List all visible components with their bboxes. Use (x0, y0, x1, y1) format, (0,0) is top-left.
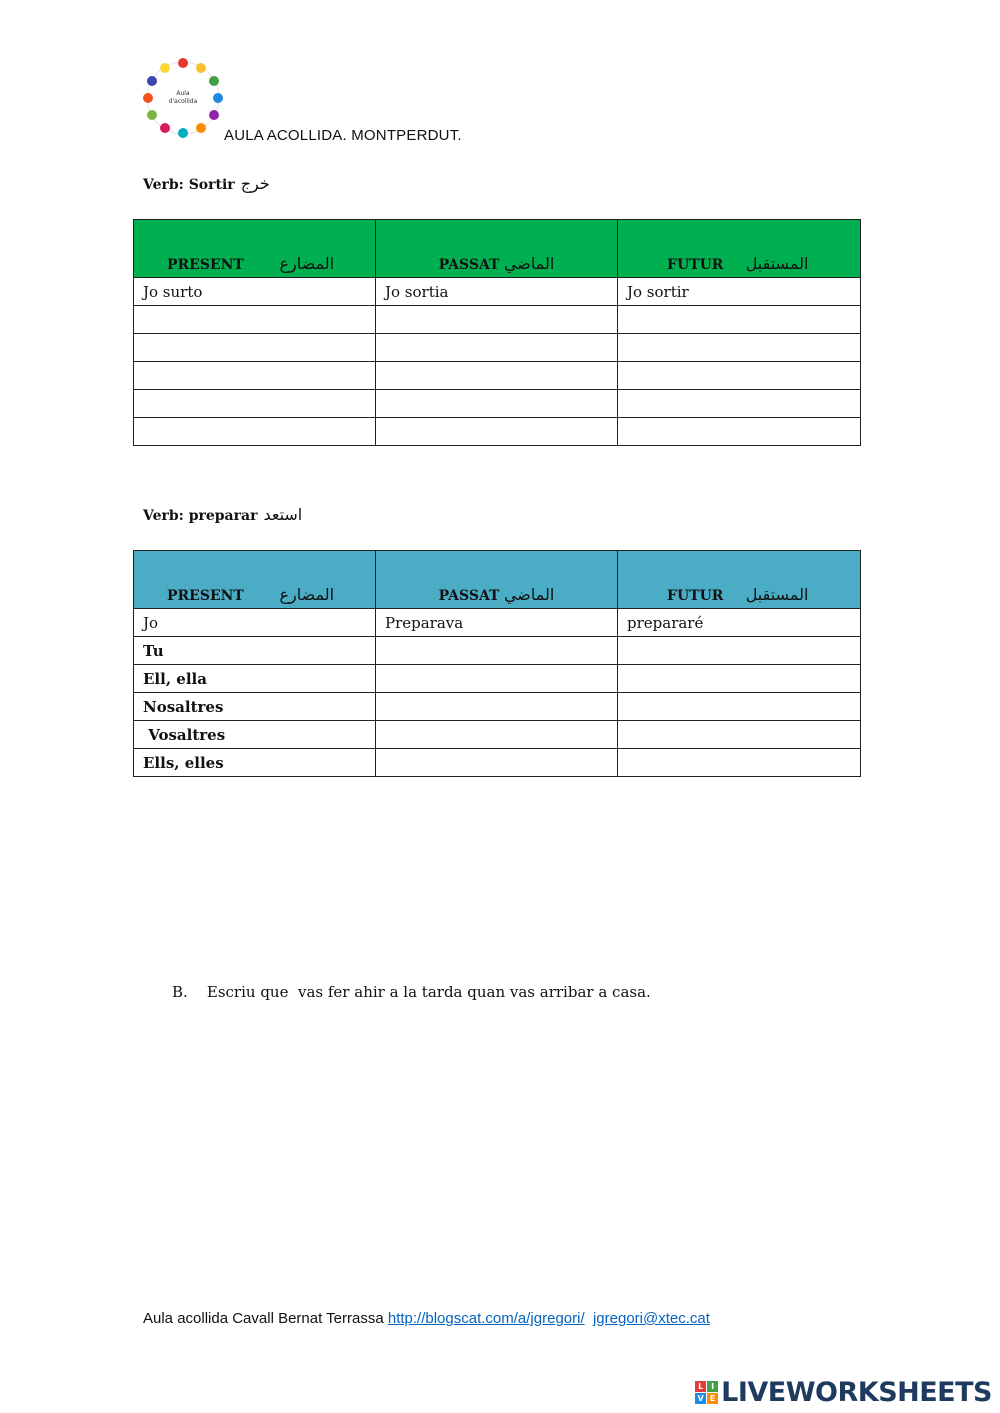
brand-name: LIVEWORKSHEETS (721, 1377, 992, 1408)
cell-passat[interactable] (376, 362, 618, 390)
verb2-label: Verb: preparar (143, 508, 258, 524)
cell-futur[interactable] (618, 637, 861, 665)
table-row (134, 609, 861, 637)
table-row (134, 390, 861, 418)
header-futur: FUTUR المستقبل (618, 220, 861, 278)
live-badge-icon: L I V E (695, 1381, 718, 1404)
cell-present[interactable]: Tu (134, 637, 376, 665)
table-header-row (134, 551, 861, 609)
verb2-title (143, 505, 302, 524)
header-present: PRESENT المضارع (134, 220, 376, 278)
email-link[interactable]: jgregori@xtec.cat (592, 1310, 710, 1327)
table-row (134, 418, 861, 446)
cell-present[interactable] (134, 418, 376, 446)
cell-futur[interactable] (618, 306, 861, 334)
cell-futur[interactable] (618, 721, 861, 749)
cell-futur[interactable]: prepararé (618, 609, 861, 637)
table-row (134, 334, 861, 362)
cell-passat[interactable] (376, 390, 618, 418)
cell-passat[interactable] (376, 306, 618, 334)
school-logo (142, 57, 224, 139)
table-row (134, 693, 861, 721)
cell-present[interactable] (134, 390, 376, 418)
table-row (134, 306, 861, 334)
cell-futur[interactable] (618, 693, 861, 721)
verb2-arabic: استعد (263, 505, 303, 524)
cell-passat[interactable] (376, 721, 618, 749)
verb1-label: Verb: Sortir (143, 177, 235, 193)
table-row (134, 362, 861, 390)
footer (143, 1310, 710, 1327)
cell-present[interactable] (134, 362, 376, 390)
cell-present[interactable]: Ells, elles (134, 749, 376, 777)
logo-text-line1: Aula (176, 90, 190, 97)
task-text: Escriu que vas fer ahir a la tarda quan vas arribar a casa. (206, 983, 651, 1001)
cell-present[interactable]: Ell, ella (134, 665, 376, 693)
blog-link[interactable]: http://blogscat.com/a/jgregori/ (387, 1310, 585, 1327)
cell-futur[interactable] (618, 418, 861, 446)
logo-text-line2: d'acollida (168, 98, 198, 105)
header-present: PRESENT المضارع (134, 551, 376, 609)
conjugation-table-preparar (133, 550, 861, 777)
cell-futur[interactable] (618, 665, 861, 693)
footer-text: Aula acollida Cavall Bernat Terrassa (143, 1310, 384, 1327)
cell-passat[interactable] (376, 749, 618, 777)
liveworksheets-brand (695, 1377, 992, 1408)
cell-passat[interactable]: Preparava (376, 609, 618, 637)
cell-present[interactable]: Jo (134, 609, 376, 637)
verb1-arabic: خرج (240, 174, 270, 193)
header-passat: PASSAT الماضي (376, 220, 618, 278)
cell-passat[interactable] (376, 637, 618, 665)
conjugation-table-sortir (133, 219, 861, 446)
cell-present[interactable] (134, 334, 376, 362)
cell-passat[interactable] (376, 334, 618, 362)
cell-futur[interactable]: Jo sortir (618, 278, 861, 306)
table-row (134, 665, 861, 693)
table-row (134, 637, 861, 665)
cell-present[interactable]: Vosaltres (134, 721, 376, 749)
task-instruction (172, 983, 651, 1001)
cell-futur[interactable] (618, 749, 861, 777)
cell-futur[interactable] (618, 334, 861, 362)
header-futur: FUTUR المستقبل (618, 551, 861, 609)
verb1-title (143, 174, 270, 193)
cell-passat[interactable]: Jo sortia (376, 278, 618, 306)
cell-present[interactable]: Nosaltres (134, 693, 376, 721)
cell-passat[interactable] (376, 418, 618, 446)
cell-futur[interactable] (618, 362, 861, 390)
table-header-row (134, 220, 861, 278)
header-passat: PASSAT الماضي (376, 551, 618, 609)
table-row (134, 278, 861, 306)
cell-present[interactable] (134, 306, 376, 334)
cell-passat[interactable] (376, 665, 618, 693)
cell-futur[interactable] (618, 390, 861, 418)
school-name: AULA ACOLLIDA. MONTPERDUT. (224, 127, 462, 144)
table-row (134, 749, 861, 777)
cell-present[interactable]: Jo surto (134, 278, 376, 306)
cell-passat[interactable] (376, 693, 618, 721)
table-row (134, 721, 861, 749)
task-marker: B. (172, 983, 188, 1001)
